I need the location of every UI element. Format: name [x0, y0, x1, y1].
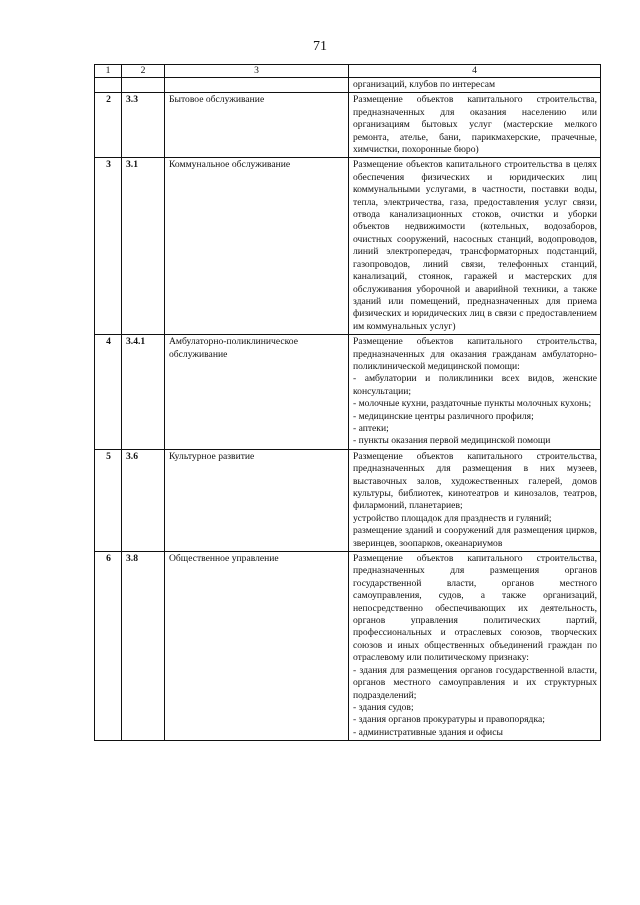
table-row — [95, 93, 601, 158]
row-name: Бытовое обслуживание — [165, 93, 349, 158]
description-paragraph: - аптеки; — [353, 422, 389, 434]
row-name: Культурное развитие — [165, 449, 349, 551]
description-paragraph: Размещение объектов капитального строительства, предназначенных для размещения в них музеев, выставочных залов, художественных галерей, домов культуры, библиотек, кинотеатров и кинозалов, театров, филармоний, планетариев; — [353, 450, 597, 512]
description-paragraph: - здания для размещения органов государственной власти, органов местного самоуправления и их структурных подразделений; — [353, 664, 597, 701]
description-paragraph: - здания органов прокуратуры и правопорядка; — [353, 714, 545, 726]
row-description — [349, 335, 601, 450]
row-code: 3.1 — [122, 158, 165, 335]
table-header-row — [95, 65, 601, 78]
continuation-cell-1 — [95, 78, 122, 93]
description-paragraph: - административные здания и офисы — [353, 726, 503, 738]
row-description — [349, 158, 601, 335]
row-number: 3 — [95, 158, 122, 335]
row-name: Коммунальное обслуживание — [165, 158, 349, 335]
description-paragraph: Размещение объектов капитального строительства, предназначенных для оказания населению или организациям бытовых услуг (мастерские мелкого ремонта, ателье, бани, парикмахерские, прачечные, химчистки, похоронные бюро) — [353, 94, 597, 156]
description-paragraph: Размещение объектов капитального строительства в целях обеспечения физических и юридических лиц коммунальными услугами, в частности, поставки воды, тепла, электричества, газа, предоставления услуг связи, отвода канализационных стоков, очистки и уборки объектов недвижимости (котельных, водозаборов, очистных сооружений, насосных станций, водопроводов, линий электропередач, трансформаторных подстанций, газопроводов, линий связи, телефонных станций, канализаций, стоянок, гаражей и мастерских для обслуживания уборочной и аварийной техники, а также зданий или помещений, предназначенных для приема физических и юридических лиц в связи с предоставлением им коммунальных услуг) — [353, 159, 597, 332]
description-paragraph: - здания судов; — [353, 701, 414, 713]
continuation-text: организаций, клубов по интересам — [349, 78, 601, 93]
description-paragraph: Размещение объектов капитального строительства, предназначенных для оказания гражданам амбулаторно-поликлинической медицинской помощи: — [353, 336, 597, 372]
description-paragraph: - молочные кухни, раздаточные пункты молочных кухонь; — [353, 398, 592, 410]
row-code: 3.3 — [122, 93, 165, 158]
row-number: 6 — [95, 552, 122, 741]
row-code: 3.6 — [122, 449, 165, 551]
land-use-table — [94, 64, 601, 741]
table-row — [95, 552, 601, 741]
description-paragraph: - амбулатории и поликлиники всех видов, женские консультации; — [353, 373, 597, 397]
description-paragraph: Размещение объектов капитального строительства, предназначенных для размещения органов государственной власти, органов местного самоуправления, судов, а также организаций, непосредственно обеспечивающих их деятельность, органов управления политических партий, профессиональных и отраслевых союзов, творческих союзов и иных общественных объединений граждан по отраслевому или политическому признаку: — [353, 553, 597, 664]
row-number: 4 — [95, 335, 122, 450]
row-number: 2 — [95, 93, 122, 158]
row-name: Общественное управление — [165, 552, 349, 741]
table-row — [95, 158, 601, 335]
column-header-4: 4 — [349, 65, 601, 78]
column-header-3: 3 — [165, 65, 349, 78]
row-name: Амбулаторно-поликлиническое обслуживание — [165, 335, 349, 450]
continuation-cell-3 — [165, 78, 349, 93]
row-code: 3.4.1 — [122, 335, 165, 450]
description-paragraph: устройство площадок для празднеств и гуляний; — [353, 512, 552, 524]
continuation-cell-2 — [122, 78, 165, 93]
table-row — [95, 335, 601, 450]
description-paragraph: - медицинские центры различного профиля; — [353, 410, 534, 422]
column-header-1: 1 — [95, 65, 122, 78]
continuation-row — [95, 78, 601, 93]
row-description — [349, 552, 601, 741]
description-paragraph: - пункты оказания первой медицинской помощи — [353, 435, 551, 447]
description-paragraph: размещение зданий и сооружений для размещения цирков, зверинцев, зоопарков, океанариумов — [353, 525, 597, 549]
table-row — [95, 449, 601, 551]
page-number: 71 — [313, 39, 327, 54]
column-header-2: 2 — [122, 65, 165, 78]
row-description — [349, 449, 601, 551]
row-code: 3.8 — [122, 552, 165, 741]
row-number: 5 — [95, 449, 122, 551]
row-description — [349, 93, 601, 158]
